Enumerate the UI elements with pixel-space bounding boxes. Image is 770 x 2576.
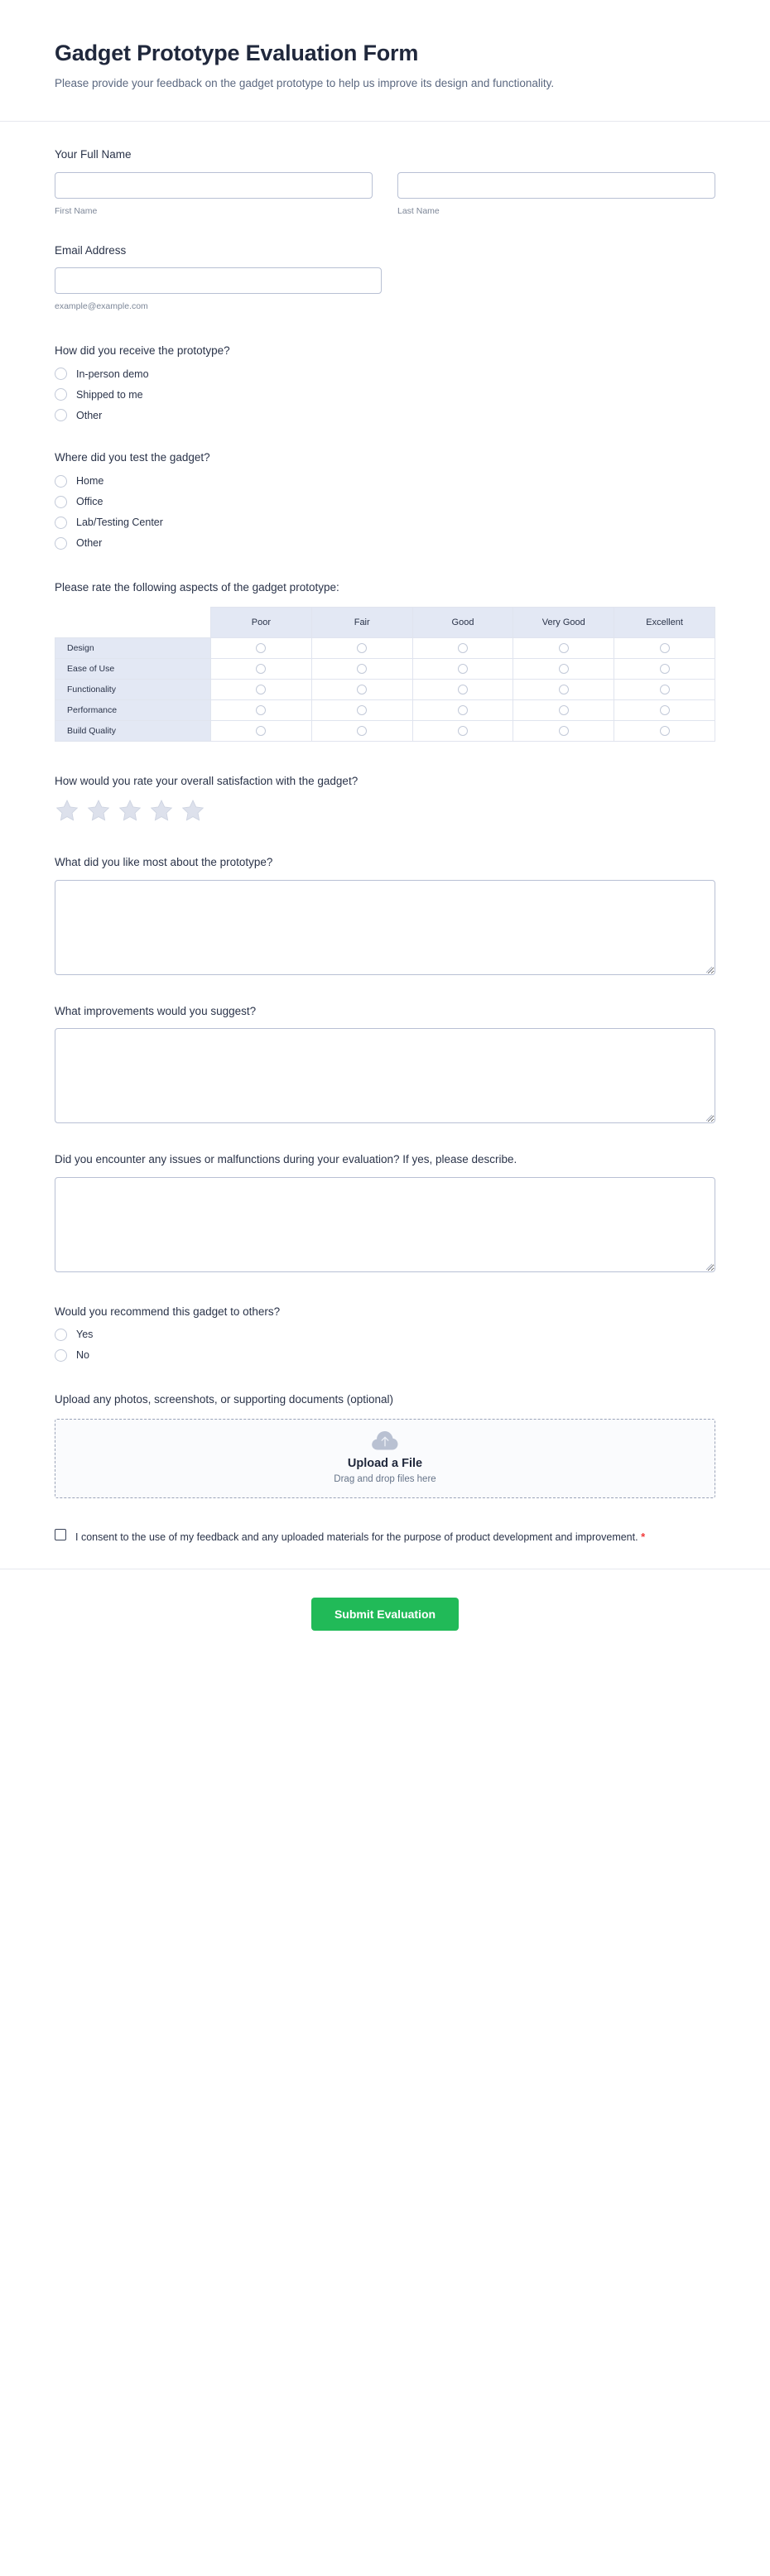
radio-option-other-location[interactable] — [55, 537, 715, 550]
radio-label: Lab/Testing Center — [76, 517, 163, 529]
radio-option-other-receive[interactable] — [55, 409, 715, 421]
star-icon[interactable] — [118, 799, 142, 823]
test-location-label: Where did you test the gadget? — [55, 451, 210, 464]
field-recommend — [55, 1304, 715, 1362]
matrix-cell-build-quality-poor[interactable] — [211, 721, 312, 742]
matrix-header-row — [55, 608, 715, 638]
satisfaction-label: How would you rate your overall satisfaction with the gadget? — [55, 775, 359, 788]
receive-method-label: How did you receive the prototype? — [55, 344, 230, 357]
page-title: Gadget Prototype Evaluation Form — [55, 41, 419, 65]
submit-button[interactable]: Submit Evaluation — [311, 1598, 459, 1631]
matrix-head — [55, 608, 715, 638]
radio-icon[interactable] — [559, 685, 569, 694]
dropzone-subtitle: Drag and drop files here — [334, 1474, 436, 1485]
file-dropzone[interactable] — [55, 1419, 715, 1498]
consent-checkbox[interactable] — [55, 1529, 66, 1540]
radio-icon[interactable] — [256, 664, 266, 674]
full-name-label: Your Full Name — [55, 148, 132, 161]
matrix-col-header-excellent: Excellent — [614, 608, 715, 638]
radio-label: Other — [76, 409, 103, 421]
matrix-corner-cell — [55, 608, 211, 638]
email-group — [55, 267, 382, 313]
radio-option-shipped-to-me[interactable] — [55, 388, 715, 401]
field-test-location — [55, 449, 715, 550]
table-row — [55, 638, 715, 659]
matrix-cell-performance-very-good[interactable] — [513, 700, 614, 721]
matrix-cell-design-poor[interactable] — [211, 638, 312, 659]
last-name-input[interactable] — [397, 172, 715, 199]
field-consent — [55, 1528, 715, 1546]
radio-icon[interactable] — [256, 705, 266, 715]
liked-most-container — [55, 880, 715, 975]
field-improvements — [55, 1003, 715, 1124]
matrix-cell-ease-of-use-very-good[interactable] — [513, 659, 614, 680]
field-liked-most — [55, 854, 715, 975]
email-label: Email Address — [55, 243, 127, 257]
email-input[interactable] — [55, 267, 382, 294]
receive-method-options — [55, 368, 715, 421]
matrix-cell-performance-fair[interactable] — [311, 700, 412, 721]
matrix-cell-performance-poor[interactable] — [211, 700, 312, 721]
matrix-row-label-functionality: Functionality — [55, 680, 211, 700]
radio-icon[interactable] — [458, 705, 468, 715]
matrix-cell-ease-of-use-good[interactable] — [412, 659, 513, 680]
matrix-cell-build-quality-good[interactable] — [412, 721, 513, 742]
field-issues — [55, 1151, 715, 1272]
radio-icon[interactable] — [357, 705, 367, 715]
matrix-cell-functionality-poor[interactable] — [211, 680, 312, 700]
radio-icon[interactable] — [55, 409, 67, 421]
matrix-body — [55, 638, 715, 742]
matrix-cell-performance-excellent[interactable] — [614, 700, 715, 721]
rating-matrix-table — [55, 607, 715, 742]
radio-option-no[interactable] — [55, 1349, 715, 1362]
form-footer — [0, 1569, 770, 1669]
radio-icon[interactable] — [357, 685, 367, 694]
radio-label: In-person demo — [76, 368, 149, 380]
matrix-cell-design-good[interactable] — [412, 638, 513, 659]
email-sublabel: example@example.com — [55, 301, 148, 312]
cloud-upload-icon — [371, 1430, 399, 1451]
radio-icon[interactable] — [55, 1349, 67, 1362]
field-satisfaction-rating — [55, 773, 715, 823]
matrix-cell-functionality-good[interactable] — [412, 680, 513, 700]
radio-icon[interactable] — [256, 685, 266, 694]
table-row — [55, 659, 715, 680]
matrix-row-label-design: Design — [55, 638, 211, 659]
radio-icon[interactable] — [660, 705, 670, 715]
radio-option-in-person-demo[interactable] — [55, 368, 715, 380]
table-row — [55, 721, 715, 742]
matrix-row-label-performance: Performance — [55, 700, 211, 721]
first-name-sublabel: First Name — [55, 205, 98, 216]
radio-option-lab-testing-center[interactable] — [55, 517, 715, 529]
radio-icon[interactable] — [357, 726, 367, 736]
radio-icon[interactable] — [55, 388, 67, 401]
table-row — [55, 680, 715, 700]
radio-icon[interactable] — [458, 685, 468, 694]
matrix-cell-ease-of-use-fair[interactable] — [311, 659, 412, 680]
radio-icon[interactable] — [458, 643, 468, 653]
radio-icon[interactable] — [660, 664, 670, 674]
recommend-label: Would you recommend this gadget to others? — [55, 1305, 281, 1318]
star-icon[interactable] — [55, 799, 79, 823]
matrix-col-header-fair: Fair — [311, 608, 412, 638]
star-rating-widget[interactable] — [55, 799, 715, 823]
matrix-col-header-good: Good — [412, 608, 513, 638]
test-location-options — [55, 475, 715, 550]
form-header — [0, 0, 770, 121]
matrix-cell-functionality-excellent[interactable] — [614, 680, 715, 700]
issues-container — [55, 1177, 715, 1272]
matrix-cell-functionality-very-good[interactable] — [513, 680, 614, 700]
star-icon[interactable] — [86, 799, 111, 823]
radio-icon[interactable] — [55, 537, 67, 550]
radio-icon[interactable] — [55, 1329, 67, 1341]
radio-label: Other — [76, 537, 103, 550]
first-name-input[interactable] — [55, 172, 373, 199]
matrix-cell-build-quality-very-good[interactable] — [513, 721, 614, 742]
page-subtitle: Please provide your feedback on the gadget prototype to help us improve its design and functionality. — [55, 77, 555, 90]
form-body — [0, 122, 770, 1545]
consent-row[interactable] — [55, 1528, 715, 1546]
improvements-textarea[interactable] — [55, 1028, 715, 1123]
issues-label: Did you encounter any issues or malfunctions during your evaluation? If yes, please describe. — [55, 1153, 517, 1166]
field-email — [55, 243, 715, 313]
radio-icon[interactable] — [660, 685, 670, 694]
liked-most-label: What did you like most about the prototype? — [55, 855, 273, 868]
radio-icon[interactable] — [55, 517, 67, 529]
first-name-group — [55, 172, 373, 218]
radio-icon[interactable] — [458, 664, 468, 674]
matrix-col-header-poor: Poor — [211, 608, 312, 638]
radio-icon[interactable] — [55, 475, 67, 488]
radio-icon[interactable] — [55, 368, 67, 380]
radio-label: No — [76, 1349, 89, 1362]
radio-label: Home — [76, 475, 104, 488]
radio-icon[interactable] — [256, 726, 266, 736]
star-icon[interactable] — [149, 799, 174, 823]
liked-most-textarea[interactable] — [55, 880, 715, 975]
radio-label: Yes — [76, 1329, 94, 1341]
matrix-cell-functionality-fair[interactable] — [311, 680, 412, 700]
matrix-cell-build-quality-excellent[interactable] — [614, 721, 715, 742]
improvements-container — [55, 1028, 715, 1123]
radio-icon[interactable] — [256, 643, 266, 653]
matrix-cell-ease-of-use-poor[interactable] — [211, 659, 312, 680]
star-icon[interactable] — [180, 799, 205, 823]
radio-icon[interactable] — [660, 726, 670, 736]
matrix-cell-ease-of-use-excellent[interactable] — [614, 659, 715, 680]
matrix-label: Please rate the following aspects of the gadget prototype: — [55, 580, 339, 594]
recommend-options — [55, 1329, 715, 1362]
field-file-upload — [55, 1391, 715, 1498]
radio-icon[interactable] — [559, 643, 569, 653]
field-receive-method — [55, 343, 715, 422]
radio-option-office[interactable] — [55, 496, 715, 508]
radio-icon[interactable] — [559, 726, 569, 736]
radio-icon[interactable] — [55, 496, 67, 508]
matrix-row-label-ease-of-use: Ease of Use — [55, 659, 211, 680]
consent-text — [75, 1528, 645, 1546]
matrix-cell-design-very-good[interactable] — [513, 638, 614, 659]
matrix-wrapper — [55, 607, 715, 742]
matrix-cell-design-excellent[interactable] — [614, 638, 715, 659]
radio-option-home[interactable] — [55, 475, 715, 488]
radio-icon[interactable] — [559, 705, 569, 715]
consent-label: I consent to the use of my feedback and any uploaded materials for the purpose of product development and improvement. — [75, 1531, 638, 1543]
last-name-sublabel: Last Name — [397, 205, 440, 216]
field-full-name — [55, 147, 715, 217]
matrix-col-header-very-good: Very Good — [513, 608, 614, 638]
matrix-cell-performance-good[interactable] — [412, 700, 513, 721]
improvements-label: What improvements would you suggest? — [55, 1004, 257, 1017]
name-row — [55, 172, 715, 218]
radio-icon[interactable] — [660, 643, 670, 653]
table-row — [55, 700, 715, 721]
radio-label: Office — [76, 496, 103, 508]
upload-label: Upload any photos, screenshots, or supporting documents (optional) — [55, 1393, 393, 1406]
radio-icon[interactable] — [458, 726, 468, 736]
radio-icon[interactable] — [357, 664, 367, 674]
matrix-cell-design-fair[interactable] — [311, 638, 412, 659]
radio-icon[interactable] — [357, 643, 367, 653]
issues-textarea[interactable] — [55, 1177, 715, 1272]
radio-option-yes[interactable] — [55, 1329, 715, 1341]
radio-label: Shipped to me — [76, 388, 143, 401]
field-rating-matrix — [55, 579, 715, 743]
matrix-row-label-build-quality: Build Quality — [55, 721, 211, 742]
last-name-group — [397, 172, 715, 218]
dropzone-title: Upload a File — [347, 1457, 423, 1471]
radio-icon[interactable] — [559, 664, 569, 674]
required-marker: * — [641, 1530, 646, 1543]
matrix-cell-build-quality-fair[interactable] — [311, 721, 412, 742]
